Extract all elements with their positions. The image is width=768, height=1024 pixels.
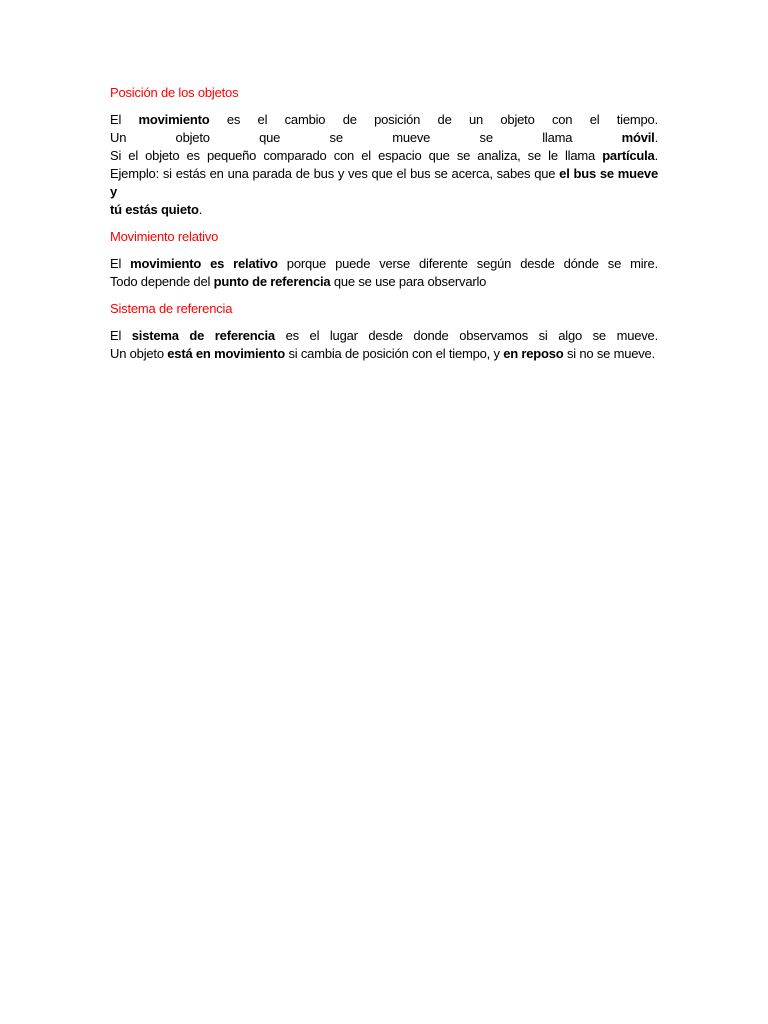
section-paragraph xyxy=(110,327,658,363)
section-paragraph xyxy=(110,111,658,219)
section-heading: Sistema de referencia xyxy=(110,301,233,316)
body-text: es el cambio de posición de un objeto con el tiempo. xyxy=(209,112,659,127)
body-text: . xyxy=(654,148,658,163)
body-text: Si el objeto es pequeño comparado con el espacio que se analiza, se le llama xyxy=(110,148,603,163)
bold-text: móvil xyxy=(621,130,655,145)
body-text: El xyxy=(110,256,131,271)
paragraph-line xyxy=(110,165,658,201)
body-text: que se use para observarlo xyxy=(330,274,487,289)
body-text: porque puede verse diferente según desde dónde se mire. xyxy=(277,256,658,271)
paragraph-line xyxy=(110,129,658,147)
paragraph-line xyxy=(110,255,658,273)
paragraph-line xyxy=(110,147,658,165)
bold-text: movimiento es relativo xyxy=(130,256,278,271)
body-text: Ejemplo: si estás en una parada de bus y ves que el bus se acerca, sabes que xyxy=(110,166,560,181)
bold-text: en reposo xyxy=(503,346,564,361)
section-heading: Movimiento relativo xyxy=(110,229,219,244)
paragraph-line xyxy=(110,327,658,345)
paragraph-line xyxy=(110,273,658,291)
bold-text: punto de referencia xyxy=(213,274,331,289)
body-text: . xyxy=(198,202,203,217)
body-text: Todo depende del xyxy=(110,274,214,289)
bold-text: movimiento xyxy=(138,112,210,127)
paragraph-line xyxy=(110,201,658,219)
body-text: El xyxy=(110,328,132,343)
body-text: El xyxy=(110,112,139,127)
bold-text: partícula xyxy=(602,148,655,163)
bold-text: está en movimiento xyxy=(167,346,286,361)
body-text: . xyxy=(654,130,658,145)
bold-text: el bus se mueve y xyxy=(110,166,658,199)
body-text: es el lugar desde donde observamos si algo se mueve. xyxy=(274,328,659,343)
document-page xyxy=(110,84,658,372)
paragraph-line xyxy=(110,345,658,363)
paragraph-line xyxy=(110,111,658,129)
body-text: Un objeto que se mueve se llama xyxy=(110,130,622,145)
section-heading: Posición de los objetos xyxy=(110,85,239,100)
section-paragraph xyxy=(110,255,658,291)
bold-text: tú estás quieto xyxy=(110,202,199,217)
body-text: si no se mueve. xyxy=(563,346,656,361)
bold-text: sistema de referencia xyxy=(131,328,275,343)
body-text: Un objeto xyxy=(110,346,168,361)
body-text: si cambia de posición con el tiempo, y xyxy=(285,346,504,361)
